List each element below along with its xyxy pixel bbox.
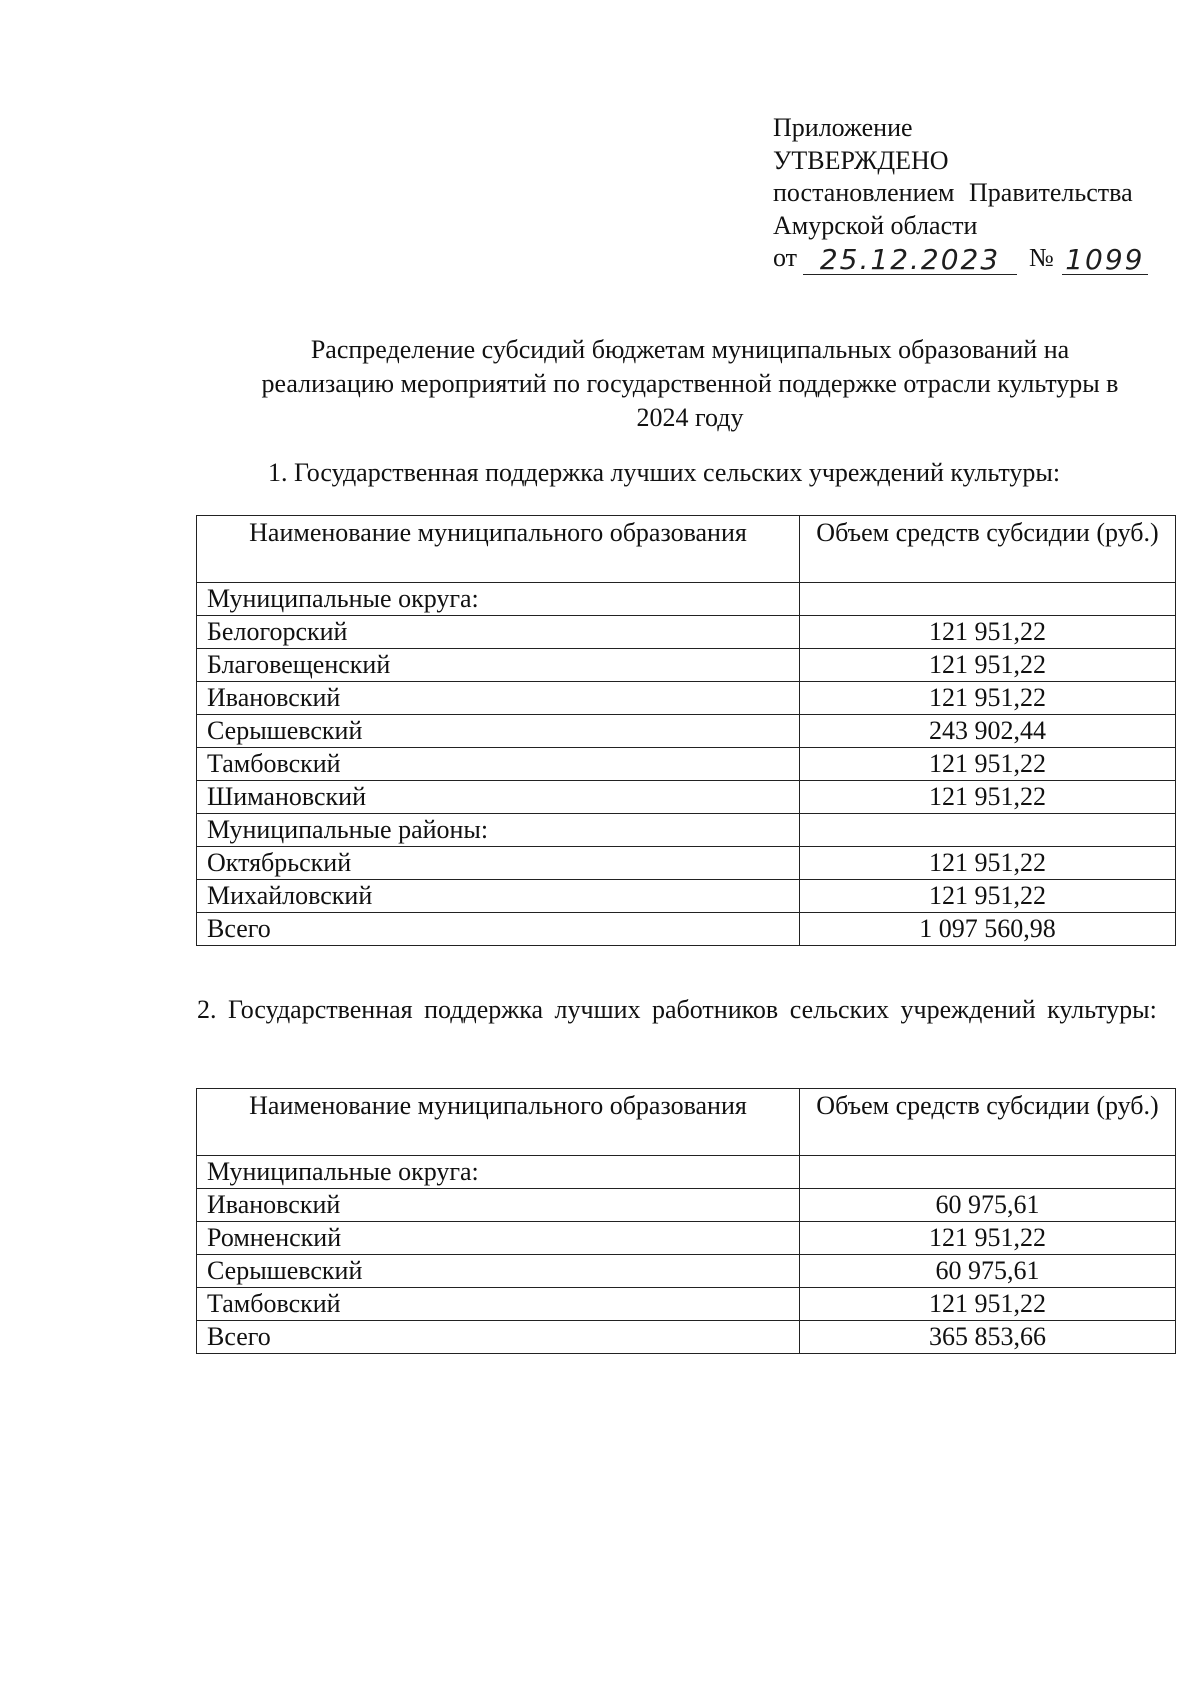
approval-block: [773, 112, 1148, 275]
row-amount: 121 951,22: [800, 781, 1176, 814]
row-name: Всего: [197, 1321, 800, 1354]
row-name: Муниципальные округа:: [197, 1156, 800, 1189]
row-amount: [800, 814, 1176, 847]
row-amount: 60 975,61: [800, 1255, 1176, 1288]
row-amount: 121 951,22: [800, 616, 1176, 649]
row-amount: 365 853,66: [800, 1321, 1176, 1354]
table-row: [197, 616, 1176, 649]
handwritten-date: 25.12.2023: [803, 246, 1017, 275]
table-total-row: [197, 913, 1176, 946]
table-row: [197, 880, 1176, 913]
row-name: Тамбовский: [197, 1288, 800, 1321]
document-title: [190, 333, 1190, 435]
region-label: Амурской области: [773, 210, 978, 240]
column-header-name: Наименование муниципального образования: [197, 516, 800, 583]
row-amount: 121 951,22: [800, 1222, 1176, 1255]
section-1-heading: 1. Государственная поддержка лучших сельских учреждений культуры:: [268, 458, 1061, 487]
table-row: [197, 682, 1176, 715]
from-label: от: [773, 243, 798, 272]
table-row: [197, 748, 1176, 781]
table-row: [197, 715, 1176, 748]
row-amount: 121 951,22: [800, 1288, 1176, 1321]
row-name: Муниципальные районы:: [197, 814, 800, 847]
row-amount: [800, 1156, 1176, 1189]
row-name: Ивановский: [197, 1189, 800, 1222]
table-row: [197, 1189, 1176, 1222]
subsidy-table-2: [196, 1088, 1176, 1354]
table-row: [197, 1222, 1176, 1255]
row-amount: 121 951,22: [800, 748, 1176, 781]
row-name: Серышевский: [197, 715, 800, 748]
row-amount: 121 951,22: [800, 880, 1176, 913]
title-line-2: реализацию мероприятий по государственной поддержке отрасли культуры в: [261, 369, 1119, 398]
decree-label: постановлением Правительства: [773, 178, 1133, 207]
column-header-name: Наименование муниципального образования: [197, 1089, 800, 1156]
row-name: Ивановский: [197, 682, 800, 715]
table-row: [197, 1255, 1176, 1288]
row-name: Всего: [197, 913, 800, 946]
table-row: [197, 649, 1176, 682]
appendix-label: Приложение: [773, 113, 913, 142]
row-name: Ромненский: [197, 1222, 800, 1255]
title-line-1: Распределение субсидий бюджетам муниципальных образований на: [310, 335, 1070, 364]
title-line-3: 2024 году: [636, 403, 744, 432]
column-header-amount: Объем средств субсидии (руб.): [800, 1089, 1176, 1156]
table-row: [197, 847, 1176, 880]
row-amount: 243 902,44: [800, 715, 1176, 748]
row-amount: 121 951,22: [800, 847, 1176, 880]
row-name: Михайловский: [197, 880, 800, 913]
table-row: [197, 1156, 1176, 1189]
row-name: Муниципальные округа:: [197, 583, 800, 616]
table-row: [197, 1288, 1176, 1321]
table-header-row: [197, 516, 1176, 583]
row-amount: 121 951,22: [800, 682, 1176, 715]
column-header-amount: Объем средств субсидии (руб.): [800, 516, 1176, 583]
number-sign: №: [1029, 243, 1054, 272]
row-amount: 60 975,61: [800, 1189, 1176, 1222]
row-amount: 121 951,22: [800, 649, 1176, 682]
decree-date-number: [773, 242, 1148, 275]
table-row: [197, 781, 1176, 814]
approved-label: УТВЕРЖДЕНО: [773, 145, 949, 175]
row-amount: 1 097 560,98: [800, 913, 1176, 946]
section-2-heading: 2. Государственная поддержка лучших работников сельских учреждений культуры:: [197, 995, 1157, 1024]
row-name: Белогорский: [197, 616, 800, 649]
row-name: Тамбовский: [197, 748, 800, 781]
subsidy-table-1: [196, 515, 1176, 946]
row-name: Шимановский: [197, 781, 800, 814]
row-name: Благовещенский: [197, 649, 800, 682]
table-total-row: [197, 1321, 1176, 1354]
row-amount: [800, 583, 1176, 616]
table-row: [197, 583, 1176, 616]
handwritten-number: 1099: [1062, 246, 1148, 275]
row-name: Серышевский: [197, 1255, 800, 1288]
row-name: Октябрьский: [197, 847, 800, 880]
table-row: [197, 814, 1176, 847]
table-header-row: [197, 1089, 1176, 1156]
